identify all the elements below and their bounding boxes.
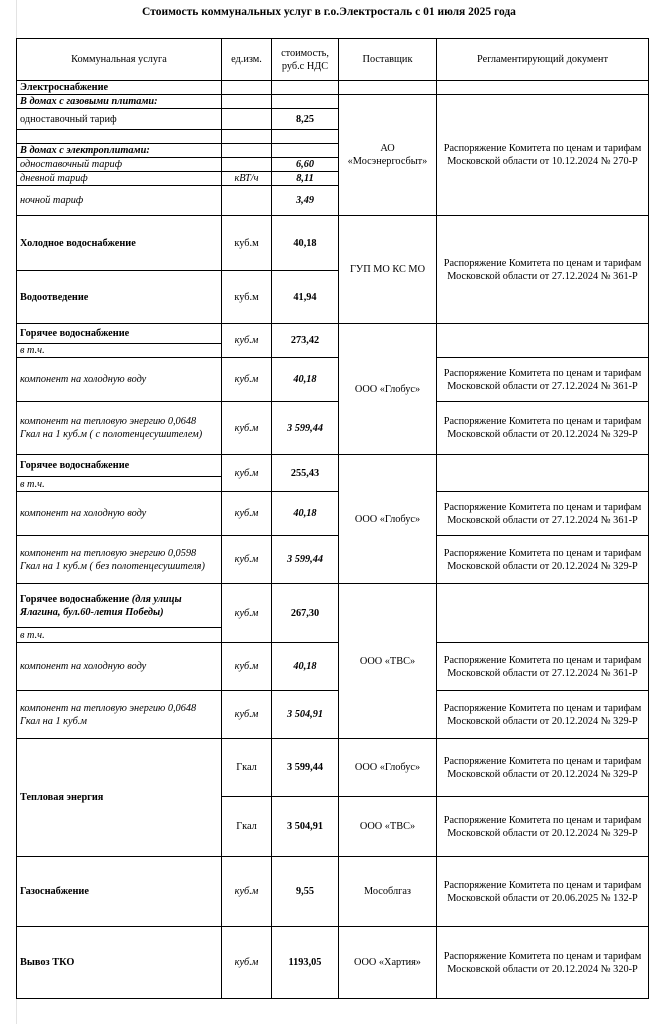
tariff-label: дневной тариф — [17, 172, 222, 186]
tariff-label: одноставочный тариф — [17, 109, 222, 130]
table-row — [17, 492, 649, 536]
header-cost: стоимость, руб.с НДС — [272, 39, 339, 81]
cost-cell: 273,42 — [272, 324, 339, 358]
table-row — [17, 739, 649, 797]
document-cell: Распоряжение Комитета по ценам и тарифам Московской области от 20.12.2024 № 329-Р — [437, 402, 649, 455]
cost-cell: 3 504,91 — [272, 691, 339, 739]
unit-cell: куб.м — [222, 492, 272, 536]
tariff-value: 8,11 — [272, 172, 339, 186]
component-label: компонент на холодную воду — [17, 643, 222, 691]
tariff-value: 8,25 — [272, 109, 339, 130]
cost-cell: 3 504,91 — [272, 797, 339, 857]
unit-cell: куб.м — [222, 536, 272, 584]
supplier-cell: ООО «Хартия» — [339, 927, 437, 999]
document-cell: Распоряжение Комитета по ценам и тарифам Московской области от 20.06.2025 № 132-Р — [437, 857, 649, 927]
cost-cell: 40,18 — [272, 492, 339, 536]
incl-label: в т.ч. — [17, 628, 222, 643]
unit-cell: куб.м — [222, 927, 272, 999]
service-name: Электроснабжение — [17, 81, 222, 95]
service-name-main: Горячее водоснабжение — [20, 593, 130, 605]
header-row — [17, 39, 649, 81]
document-cell: Распоряжение Комитета по ценам и тарифам Московской области от 20.12.2024 № 329-Р — [437, 739, 649, 797]
service-name: Холодное водоснабжение — [17, 216, 222, 271]
incl-label: в т.ч. — [17, 477, 222, 492]
table-row — [17, 402, 649, 455]
unit-cell: куб.м — [222, 358, 272, 402]
tariff-value: 3,49 — [272, 186, 339, 216]
service-name: Горячее водоснабжение — [17, 324, 222, 344]
table-row — [17, 643, 649, 691]
document-cell: Распоряжение Комитета по ценам и тарифам Московской области от 10.12.2024 № 270-Р — [437, 95, 649, 216]
unit-cell: куб.м — [222, 216, 272, 271]
supplier-cell: Мособлгаз — [339, 857, 437, 927]
supplier-cell: ООО «Глобус» — [339, 324, 437, 455]
tariff-label: ночной тариф — [17, 186, 222, 216]
component-label: компонент на тепловую энергию 0,0648 Гкал на 1 куб.м ( с полотенцесушителем) — [17, 402, 222, 455]
document-cell: Распоряжение Комитета по ценам и тарифам Московской области от 27.12.2024 № 361-Р — [437, 492, 649, 536]
table-row — [17, 927, 649, 999]
unit-cell: Гкал — [222, 797, 272, 857]
supplier-cell: ООО «ТВС» — [339, 584, 437, 739]
page-title: Стоимость коммунальных услуг в г.о.Электросталь с 01 июля 2025 года — [142, 6, 516, 18]
document-cell: Распоряжение Комитета по ценам и тарифам Московской области от 20.12.2024 № 329-Р — [437, 797, 649, 857]
supplier-cell: ООО «ТВС» — [339, 797, 437, 857]
service-name-suffix: (для улицы Ялагина, бул.60-летия Победы) — [20, 593, 182, 618]
service-name: Горячее водоснабжение — [17, 455, 222, 477]
cost-cell: 40,18 — [272, 358, 339, 402]
unit-cell: куб.м — [222, 691, 272, 739]
supplier-cell: АО «Мосэнергосбыт» — [339, 95, 437, 216]
table-row — [17, 358, 649, 402]
cost-cell: 9,55 — [272, 857, 339, 927]
document-cell: Распоряжение Комитета по ценам и тарифам Московской области от 27.12.2024 № 361-Р — [437, 643, 649, 691]
document-cell: Распоряжение Комитета по ценам и тарифам Московской области от 20.12.2024 № 320-Р — [437, 927, 649, 999]
subsection-label: В домах с электроплитами: — [17, 144, 222, 158]
supplier-cell: ГУП МО КС МО — [339, 216, 437, 324]
cost-cell: 267,30 — [272, 584, 339, 643]
header-service: Коммунальная услуга — [17, 39, 222, 81]
unit-cell: Гкал — [222, 739, 272, 797]
service-name: Тепловая энергия — [17, 739, 222, 857]
tariff-table — [16, 38, 649, 999]
table-row — [17, 857, 649, 927]
table-row — [17, 324, 649, 344]
service-name — [17, 584, 222, 628]
supplier-cell: ООО «Глобус» — [339, 455, 437, 584]
cost-cell: 1193,05 — [272, 927, 339, 999]
service-name: Газоснабжение — [17, 857, 222, 927]
component-label: компонент на холодную воду — [17, 492, 222, 536]
cost-cell: 3 599,44 — [272, 739, 339, 797]
cost-cell: 41,94 — [272, 271, 339, 324]
cost-cell: 3 599,44 — [272, 536, 339, 584]
unit-cell: куб.м — [222, 643, 272, 691]
subsection-label: В домах с газовыми плитами: — [17, 95, 222, 109]
supplier-cell: ООО «Глобус» — [339, 739, 437, 797]
header-unit: ед.изм. — [222, 39, 272, 81]
table-row — [17, 584, 649, 628]
document-cell: Распоряжение Комитета по ценам и тарифам Московской области от 20.12.2024 № 329-Р — [437, 536, 649, 584]
unit-cell: куб.м — [222, 455, 272, 492]
unit-cell: кВТ/ч — [222, 172, 272, 186]
unit-cell: куб.м — [222, 402, 272, 455]
document-cell: Распоряжение Комитета по ценам и тарифам Московской области от 27.12.2024 № 361-Р — [437, 358, 649, 402]
unit-cell: куб.м — [222, 271, 272, 324]
table-row — [17, 691, 649, 739]
document-cell: Распоряжение Комитета по ценам и тарифам Московской области от 27.12.2024 № 361-Р — [437, 216, 649, 324]
incl-label: в т.ч. — [17, 344, 222, 358]
component-label: компонент на холодную воду — [17, 358, 222, 402]
table-row — [17, 455, 649, 477]
component-label: компонент на тепловую энергию 0,0598 Гкал на 1 куб.м ( без полотенцесушителя) — [17, 536, 222, 584]
table-row — [17, 95, 649, 109]
document-cell: Распоряжение Комитета по ценам и тарифам Московской области от 20.12.2024 № 329-Р — [437, 691, 649, 739]
cost-cell: 3 599,44 — [272, 402, 339, 455]
service-name: Вывоз ТКО — [17, 927, 222, 999]
unit-cell: куб.м — [222, 857, 272, 927]
table-row — [17, 81, 649, 95]
table-row — [17, 536, 649, 584]
cost-cell: 40,18 — [272, 643, 339, 691]
header-document: Регламентирующий документ — [437, 39, 649, 81]
component-label: компонент на тепловую энергию 0,0648 Гкал на 1 куб.м — [17, 691, 222, 739]
table-row — [17, 216, 649, 271]
service-name: Водоотведение — [17, 271, 222, 324]
tariff-label: одноставочный тариф — [17, 158, 222, 172]
tariff-value: 6,60 — [272, 158, 339, 172]
unit-cell: куб.м — [222, 324, 272, 358]
header-supplier: Поставщик — [339, 39, 437, 81]
cost-cell: 255,43 — [272, 455, 339, 492]
unit-cell: куб.м — [222, 584, 272, 643]
cost-cell: 40,18 — [272, 216, 339, 271]
